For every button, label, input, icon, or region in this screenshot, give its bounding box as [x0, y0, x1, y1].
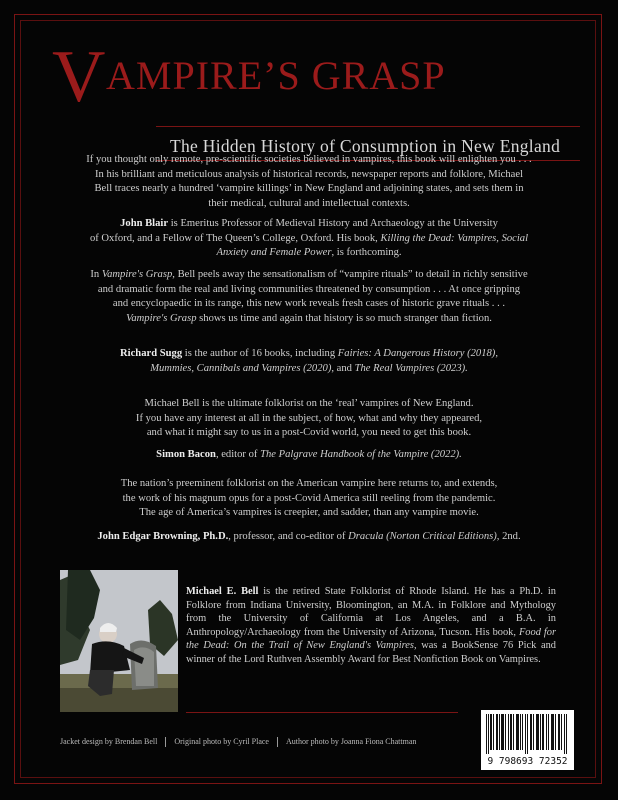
- attribution-name: John Blair: [120, 218, 169, 229]
- attribution-text: and: [336, 362, 352, 374]
- blurb-line: and what it might say to us in a post-Covid world, you need to get this book.: [146, 427, 472, 438]
- title-block: [52, 36, 561, 156]
- attribution-text: , professor, and co-editor of: [228, 531, 346, 542]
- bio-text: is the retired State Folklorist of Rhode Island. He has a Ph.D. in Folklore from Indiana University, Bloomington, an M.A. in Folklore and Mythology from the University of California at Los Angeles, and a B.A. in Anthropology/Archaeology from the University of Arizona, Tucson. His book,: [186, 586, 556, 638]
- blurb-line: , Bell peels away the sensationalism of “vampire rituals” to detail in richly sensitive: [172, 269, 528, 280]
- book-title: The Real Vampires (2023).: [354, 362, 468, 374]
- blurb-line: Bell traces nearly a hundred ‘vampire killings’ in New England and adjoining states, and sets them in: [94, 183, 524, 194]
- attribution-name: Simon Bacon: [156, 449, 216, 460]
- barcode-bars: [486, 714, 569, 754]
- blurb-line: The age of America’s vampires is creepier, and sadder, than any vampire movie.: [139, 507, 479, 518]
- book-title: Vampire's Grasp: [101, 269, 173, 280]
- book-title: Vampire's Grasp: [126, 312, 197, 324]
- book-title: Killing the Dead: Vampires, Social: [380, 232, 529, 244]
- subtitle: The Hidden History of Consumption in New England: [170, 136, 561, 156]
- credit-separator: [277, 737, 278, 747]
- author-photo: [60, 570, 178, 712]
- attribution-text: 2nd.: [502, 531, 521, 542]
- blurb-line: If you thought only remote, pre-scientific societies believed in vampires, this book will enlighten you . . .: [86, 154, 532, 165]
- book-title: The Palgrave Handbook of the Vampire (2022).: [260, 449, 462, 460]
- attribution-browning: [50, 530, 568, 545]
- bio-divider: [186, 712, 458, 713]
- blurb-line: The nation’s preeminent folklorist on the American vampire here returns to, and extends,: [120, 478, 498, 489]
- credit-original-photo: Original photo by Cyril Place: [174, 737, 269, 746]
- author-bio: [186, 585, 556, 667]
- title-initial: V: [52, 36, 106, 118]
- author-name: Michael E. Bell: [186, 586, 259, 597]
- attribution-text: , is forthcoming.: [331, 247, 402, 258]
- title-text: AMPIRE’S GRASP: [106, 53, 446, 98]
- attribution-text: is Emeritus Professor of Medieval History and Archaeology at the University: [170, 218, 498, 229]
- credit-jacket: Jacket design by Brendan Bell: [60, 737, 158, 746]
- title-rule-top: [156, 126, 580, 127]
- attribution-name: John Edgar Browning, Ph.D.: [97, 531, 229, 542]
- blurb-line: Michael Bell is the ultimate folklorist on the ‘real’ vampires of New England.: [144, 398, 474, 409]
- endorsement-browning: [50, 477, 568, 521]
- book-title: Fairies: A Dangerous History (2018),: [337, 348, 498, 359]
- blurb-line: and dramatic form the real and living communities threatened by consumption . . . At once gripping: [97, 283, 521, 295]
- attribution-name: Richard Sugg: [120, 348, 183, 359]
- credit-author-photo: Author photo by Joanna Fiona Chattman: [285, 737, 417, 746]
- attribution-bacon: [50, 448, 568, 463]
- barcode-number: 9 798693 72352: [487, 756, 568, 767]
- attribution-blair: [50, 217, 568, 261]
- blurb-line: In his brilliant and meticulous analysis of historical records, newspaper reports and folklore, Michael: [94, 168, 524, 180]
- blurb-line: their medical, cultural and intellectual contexts.: [208, 197, 410, 209]
- blurb-line: If you have any interest at all in the subject, of how, what and why they appeared,: [135, 412, 483, 424]
- attribution-sugg: [50, 347, 568, 376]
- blurb-line: the work of his magnum opus for a post-Covid America still reeling from the pandemic.: [122, 492, 496, 504]
- endorsement-blair: [50, 153, 568, 211]
- book-title: Mummies, Cannibals and Vampires (2020),: [150, 362, 334, 374]
- endorsement-bacon: [50, 397, 568, 441]
- book-title: Anxiety and Female Power: [216, 247, 332, 258]
- attribution-text: of Oxford, and a Fellow of The Queen’s College, Oxford. His book,: [89, 232, 378, 244]
- attribution-text: is the author of 16 books, including: [184, 348, 336, 359]
- isbn-barcode: [481, 710, 574, 770]
- book-title: Dracula (Norton Critical Editions),: [348, 531, 500, 542]
- author-photo-illustration: [60, 570, 178, 712]
- blurb-line: and encyclopaedic in its range, this new work reveals fresh cases of historic grave rituals . . .: [112, 298, 506, 309]
- book-title: Food for the Dead: On the Trail of New England's Vampires,: [186, 626, 556, 652]
- bio-text: was a BookSense 76 Pick and winner of the Lord Ruthven Assembly Award for Best Nonfiction Book on Vampires.: [186, 640, 556, 665]
- credits-line: [60, 737, 416, 747]
- blurb-line: In: [90, 269, 100, 280]
- credit-separator: [165, 737, 166, 747]
- attribution-text: , editor of: [215, 449, 258, 460]
- blurb-line: shows us time and again that history is so much stranger than fiction.: [199, 312, 492, 324]
- endorsement-sugg: [50, 268, 568, 326]
